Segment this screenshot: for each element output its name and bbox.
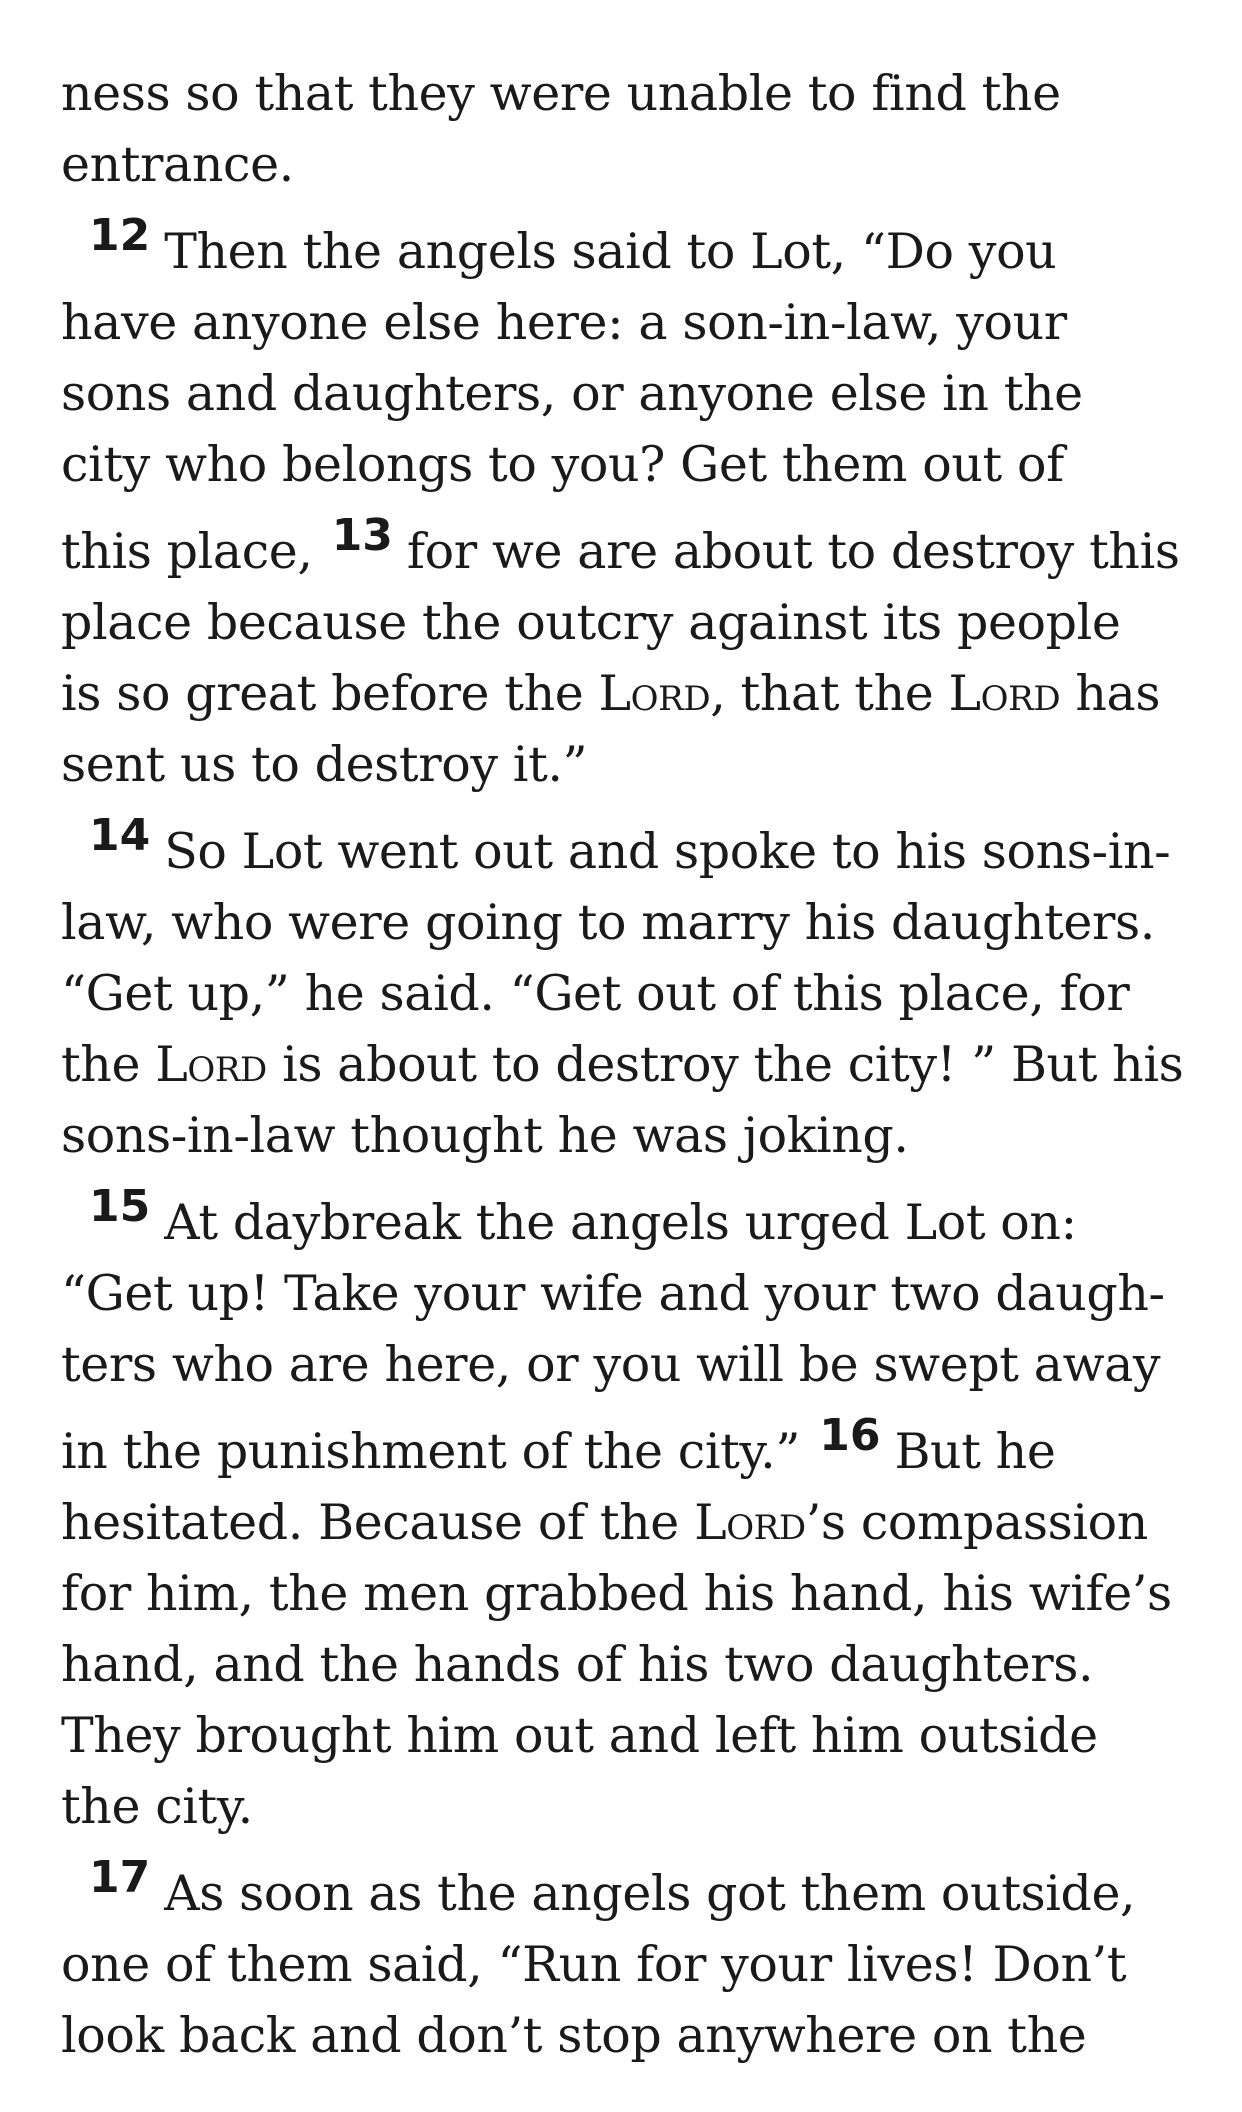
text-line: city who belongs to you? Get them out of <box>61 436 1064 493</box>
text-segment: hesitated. Because of the <box>61 1494 695 1551</box>
text-line: sons-in-law thought he was joking. <box>61 1107 909 1164</box>
text-line: entrance. <box>61 136 294 193</box>
text-line: hand, and the hands of his two daughters. <box>61 1636 1094 1693</box>
text-segment: is about to destroy the city! ” But his <box>266 1036 1184 1093</box>
text-segment: in the punishment of the city.” <box>61 1423 816 1480</box>
text-segment: is so great before the <box>61 665 599 722</box>
text-line: They brought him out and left him outside <box>61 1707 1098 1764</box>
verse-text: So Lot went out and spoke to his sons-in- <box>164 823 1171 880</box>
text-line: look back and don’t stop anywhere on the <box>61 2007 1087 2064</box>
text-line: have anyone else here: a son-in-law, your <box>61 294 1067 351</box>
verse-text: for we are about to destroy this <box>406 523 1180 580</box>
text-line <box>61 1487 1202 1558</box>
verse-text: But he <box>894 1423 1056 1480</box>
text-line: for him, the men grabbed his hand, his wife’s <box>61 1565 1172 1622</box>
verse-text: Then the angels said to Lot, “Do you <box>164 223 1057 280</box>
text-line: place because the outcry against its people <box>61 594 1121 651</box>
verse-line-17 <box>61 1842 1202 1929</box>
verse-line-12 <box>61 200 1202 287</box>
verse-number: 15 <box>89 1181 151 1232</box>
verse-text: As soon as the angels got them outside, <box>164 1865 1136 1922</box>
text-line: ters who are here, or you will be swept away <box>61 1336 1161 1393</box>
verse-line-14 <box>61 800 1202 887</box>
verse-number: 14 <box>89 810 151 861</box>
text-line: “Get up! Take your wife and your two daugh- <box>61 1265 1165 1322</box>
verse-text: At daybreak the angels urged Lot on: <box>164 1194 1077 1251</box>
verse-number: 17 <box>89 1852 151 1903</box>
text-segment: ’s compassion <box>805 1494 1148 1551</box>
text-line: one of them said, “Run for your lives! Don’t <box>61 1936 1127 1993</box>
text-line: sons and daughters, or anyone else in the <box>61 365 1083 422</box>
divine-name: Lord <box>694 1494 806 1551</box>
text-line <box>61 1029 1202 1100</box>
divine-name: Lord <box>948 665 1061 722</box>
text-segment: this place, <box>61 523 328 580</box>
divine-name: Lord <box>598 665 711 722</box>
verse-number: 16 <box>819 1410 881 1461</box>
verse-number: 13 <box>331 510 393 561</box>
text-segment: the <box>61 1036 156 1093</box>
text-line <box>61 658 1202 729</box>
text-line: sent us to destroy it.” <box>61 736 588 793</box>
text-segment: , that the <box>710 665 949 722</box>
text-line: law, who were going to marry his daughters. <box>61 894 1155 951</box>
verse-number: 12 <box>89 210 151 261</box>
verse-line-15 <box>61 1171 1202 1258</box>
text-line: ness so that they were unable to find the <box>61 65 1061 122</box>
text-line: the city. <box>61 1778 253 1835</box>
divine-name: Lord <box>155 1036 267 1093</box>
text-line <box>61 500 1202 587</box>
text-line: “Get up,” he said. “Get out of this place, for <box>61 965 1130 1022</box>
text-segment: has <box>1060 665 1161 722</box>
text-line <box>61 1400 1202 1487</box>
